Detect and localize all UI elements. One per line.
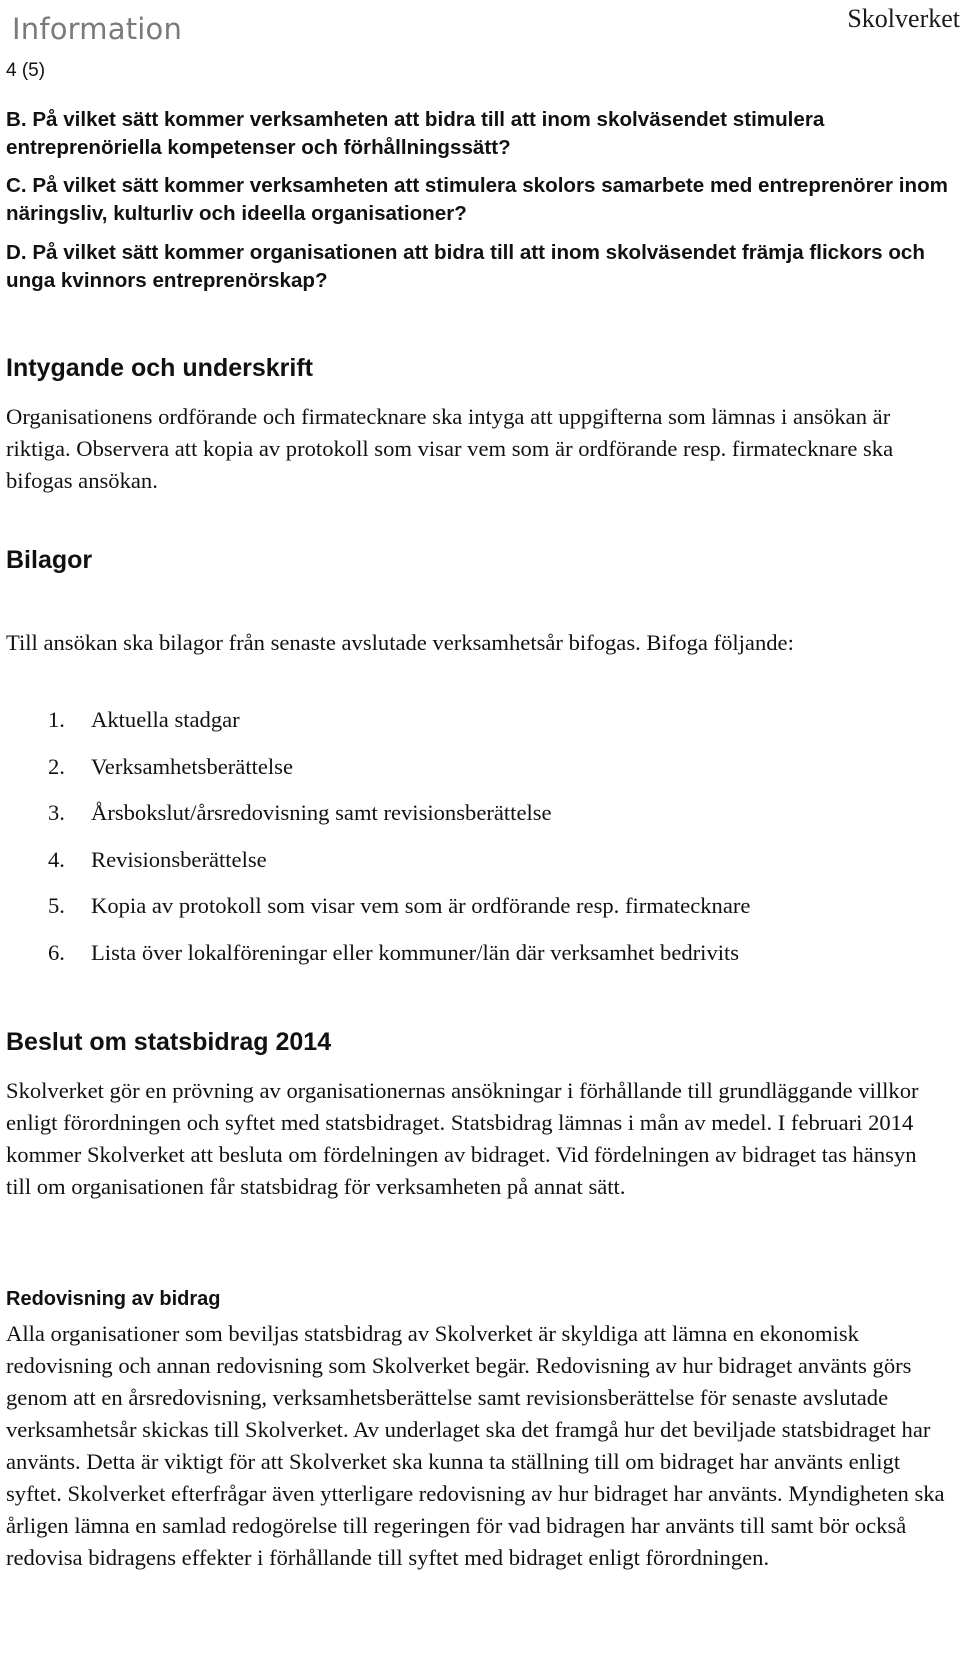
list-item (48, 704, 750, 751)
list-item-text: Revisionsberättelse (91, 846, 267, 872)
list-item (48, 937, 750, 984)
skolverket-logo: Skolverket (847, 4, 960, 33)
list-item (48, 844, 750, 891)
redovisning-heading: Redovisning av bidrag (6, 1288, 221, 1310)
question-b: B. På vilket sätt kommer verksamheten att bidra till att inom skolväsendet stimulera entreprenöriella kompetenser och förhållningssätt? (6, 108, 825, 159)
list-item-text: Kopia av protokoll som visar vem som är ordförande resp. firmatecknare (91, 893, 751, 918)
list-item-number: 1. (48, 707, 65, 732)
beslut-heading: Beslut om statsbidrag 2014 (6, 1028, 332, 1056)
list-item-number: 4. (48, 846, 65, 872)
attachments-list (48, 704, 750, 983)
list-item (48, 797, 750, 844)
question-d: D. På vilket sätt kommer organisationen att bidra till att inom skolväsendet främja flickors och unga kvinnors entreprenörskap? (6, 241, 925, 292)
list-item-text: Lista över lokalföreningar eller kommuner/län där verksamhet bedrivits (91, 939, 740, 965)
list-item-number: 2. (48, 753, 65, 779)
question-c: C. På vilket sätt kommer verksamheten att stimulera skolors samarbete med entreprenörer inom näringsliv, kulturliv och ideella organisationer? (6, 174, 948, 225)
list-item-number: 3. (48, 800, 65, 825)
page-number: 4 (5) (6, 60, 46, 81)
list-item (48, 890, 750, 937)
intygande-heading: Intygande och underskrift (6, 354, 313, 382)
list-item-number: 6. (48, 939, 65, 965)
intygande-body: Organisationens ordförande och firmatecknare ska intyga att uppgifterna som lämnas i ansökan är riktiga. Observera att kopia av protokoll som visar vem som är ordförande resp. firmatecknare ska bifogas ansökan. (6, 404, 894, 493)
bilagor-intro: Till ansökan ska bilagor från senaste avslutade verksamhetsår bifogas. Bifoga följande: (6, 630, 794, 655)
redovisning-body: Alla organisationer som beviljas statsbidrag av Skolverket är skyldiga att lämna en ekonomisk redovisning och annan redovisning som Skolverket begär. Redovisning av hur bidraget använts görs genom att en årsredovisning, verksamhetsberättelse samt revisionsberättelse för senaste avslutade verksamhetsår skickas till Skolverket. Av underlaget ska det framgå hur det beviljade statsbidraget har använts. Detta är viktigt för att Skolverket ska kunna ta ställning till om bidraget har använts enligt syftet. Skolverket efterfrågar även ytterligare redovisning av hur bidraget har använts. Myndigheten ska årligen lämna en samlad redogörelse till regeringen för vad bidragen har använts till samt bör också redovisa bidragens effekter i förhållande till syftet med bidraget enligt förordningen. (6, 1321, 945, 1570)
list-item-text: Aktuella stadgar (91, 707, 240, 732)
list-item-text: Årsbokslut/årsredovisning samt revisionsberättelse (91, 800, 552, 825)
document-type-label: Information (12, 12, 183, 46)
list-item-text: Verksamhetsberättelse (91, 753, 294, 779)
list-item-number: 5. (48, 893, 65, 918)
bilagor-heading: Bilagor (6, 546, 93, 574)
beslut-body: Skolverket gör en prövning av organisationernas ansökningar i förhållande till grundläggande villkor enligt förordningen och syftet med statsbidraget. Statsbidrag lämnas i mån av medel. I februari 2014 kommer Skolverket att besluta om fördelningen av bidraget. Vid fördelningen av bidraget tas hänsyn till om organisationen får statsbidrag för verksamheten på annat sätt. (6, 1078, 919, 1199)
list-item (48, 751, 750, 798)
